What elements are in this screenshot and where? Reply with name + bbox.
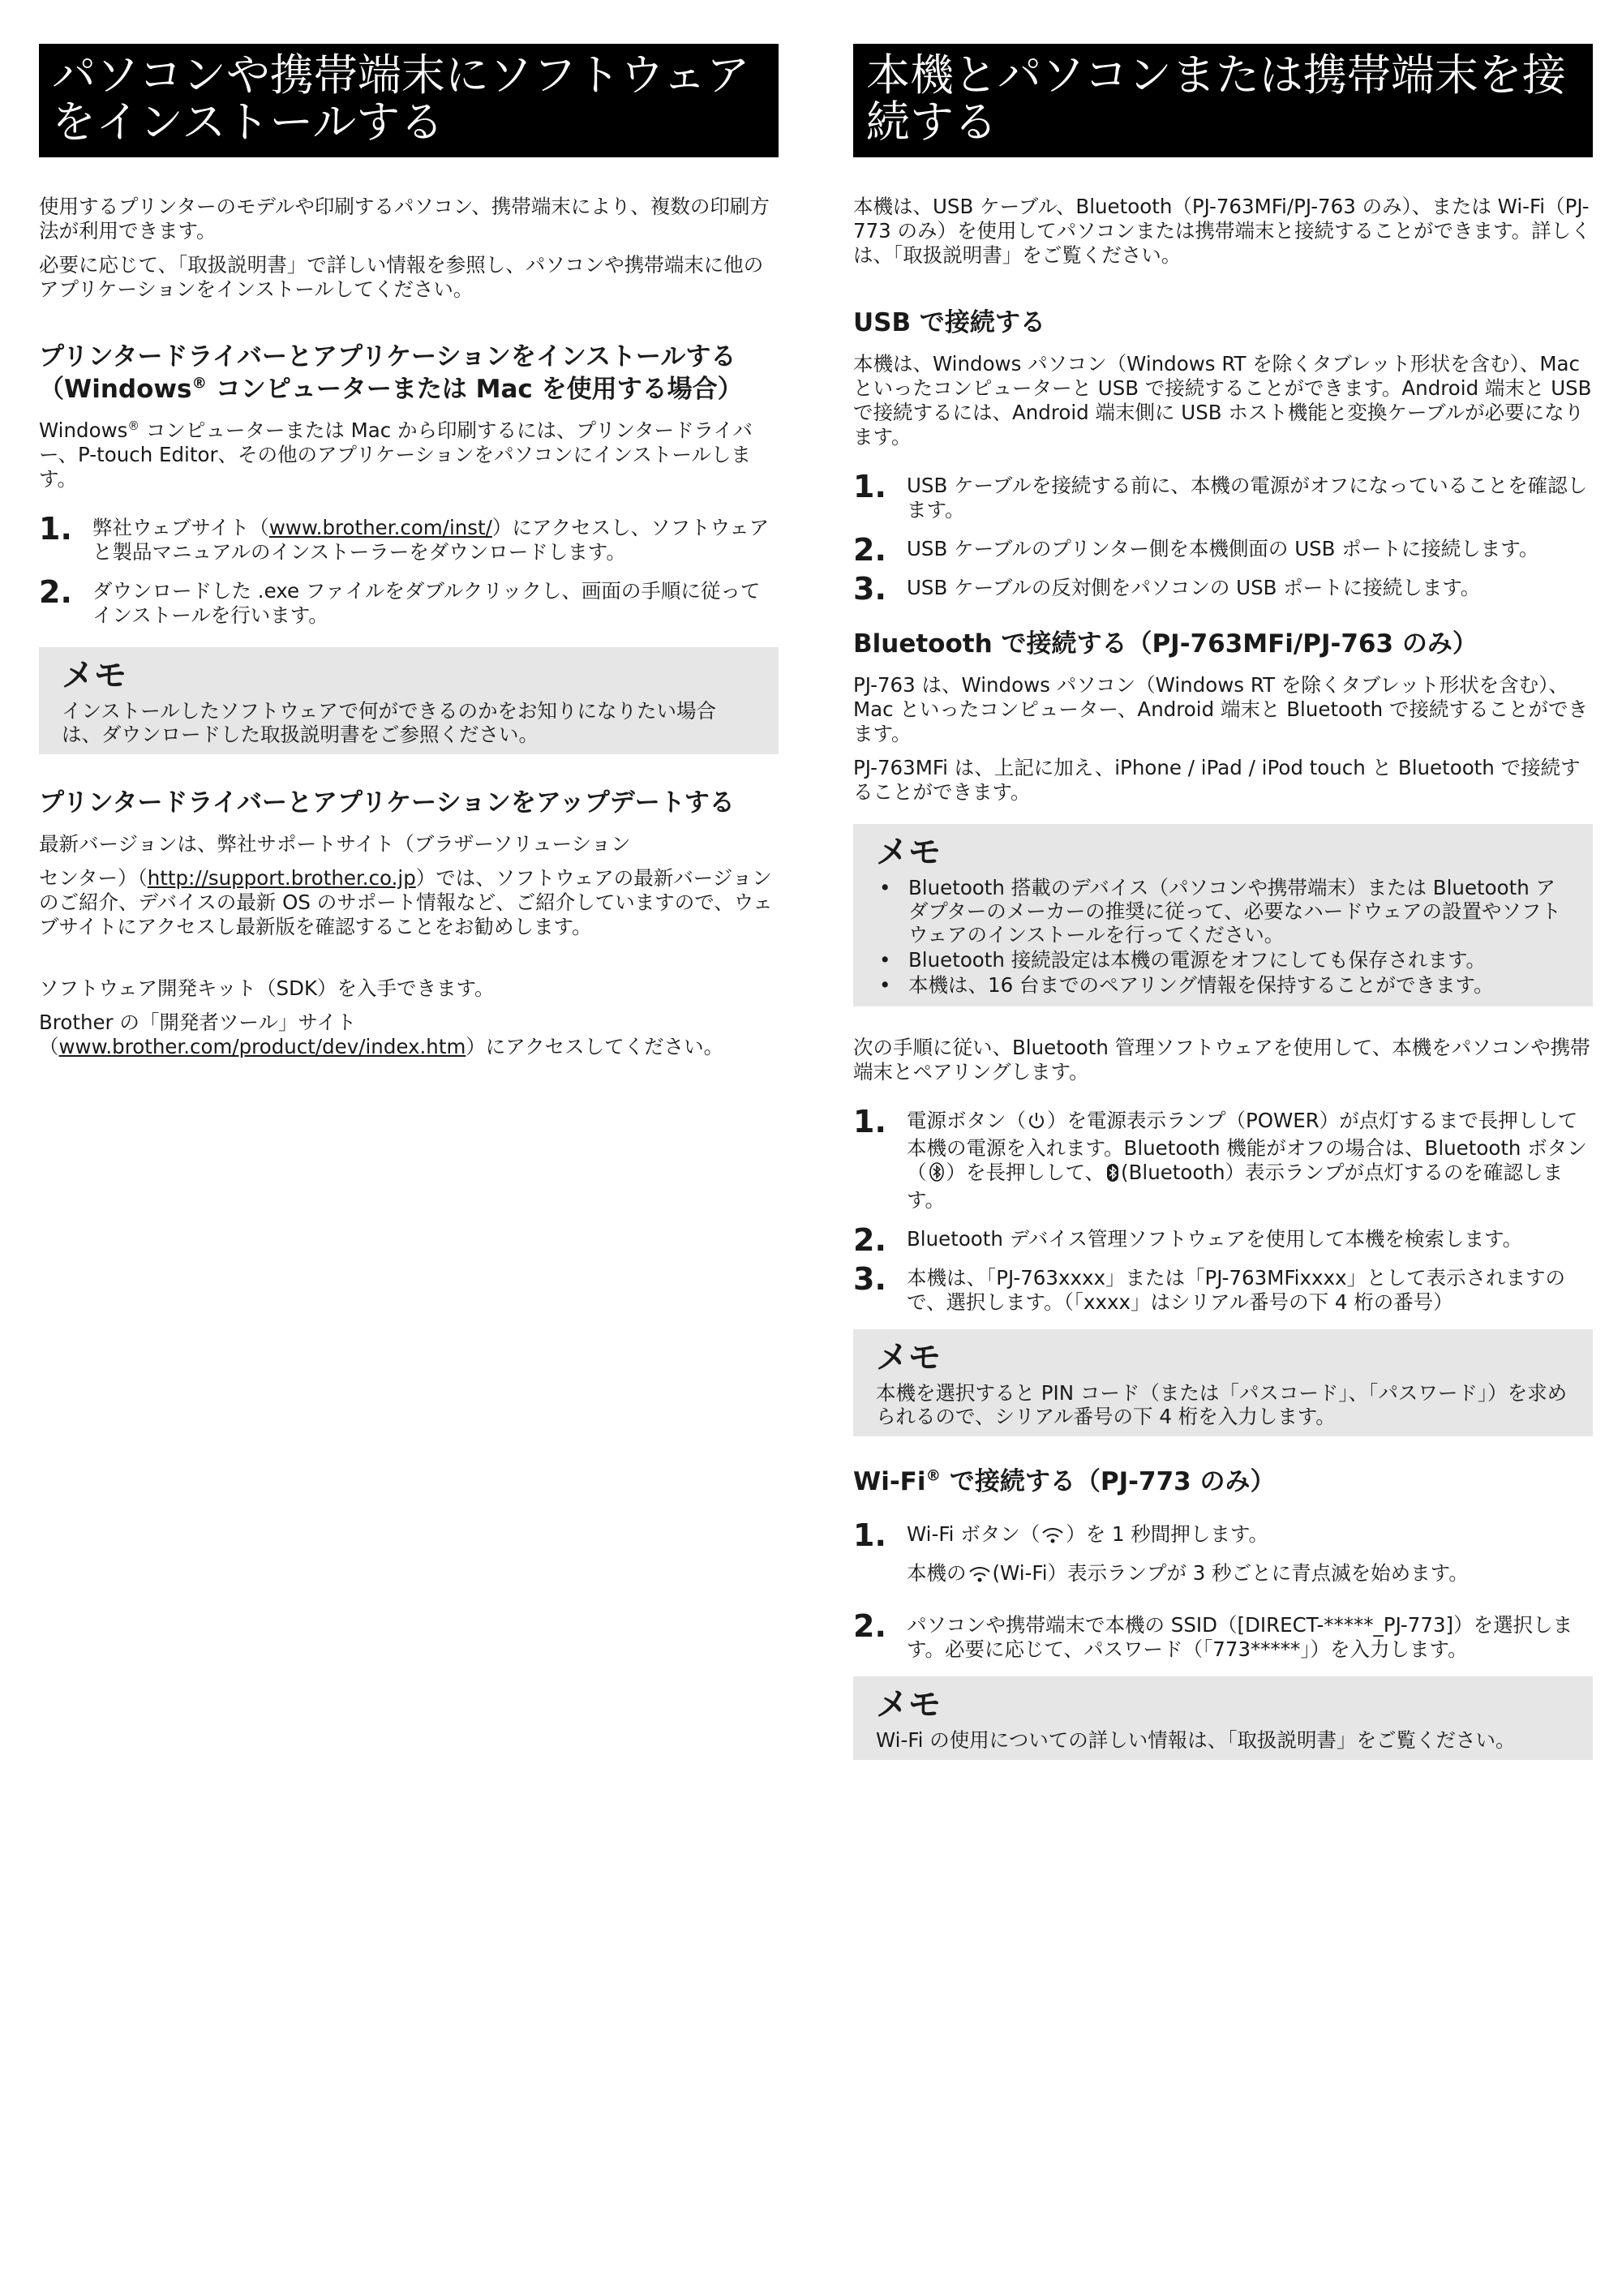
install-step-2: 2. ダウンロードした .exe ファイルをダブルクリックし、画面の手順に従ってインストールを行います。 bbox=[39, 574, 761, 627]
developer-site-link[interactable]: www.brother.com/product/dev/index.htm bbox=[58, 1035, 466, 1058]
update-paragraph-2: センター）（http://support.brother.co.jp）では、ソフトウェアの最新バージョンのご紹介、デバイスの最新 OS のサポート情報など、ご紹介していますので、ウェブサイトにアクセスし最新版を確認することをお勧めします。 bbox=[39, 866, 773, 938]
step-number: 2. bbox=[39, 574, 72, 610]
step-number: 1. bbox=[853, 1517, 886, 1553]
wifi-step-1: 1. Wi-Fi ボタン（ ）を 1 秒間押します。 本機の (Wi-Fi）表示ランプが 3 秒ごとに青点滅を始めます。 bbox=[853, 1522, 1593, 1589]
install-step-1: 1. 弊社ウェブサイト（www.brother.com/inst/）にアクセスし、ソフトウェアと製品マニュアルのインストーラーをダウンロードします。 bbox=[39, 511, 770, 564]
step-number: 3. bbox=[853, 571, 886, 607]
usb-steps bbox=[853, 469, 1593, 607]
usb-paragraph: 本機は、Windows パソコン（Windows RT を除くタブレット形状を含む）、Mac といったコンピューターと USB で接続することができます。Android 端末と USB で接続するには、Android 端末側に USB ホスト機能と変換ケーブルが必要になります。 bbox=[853, 352, 1592, 448]
memo-title: メモ bbox=[876, 1339, 941, 1376]
memo-list-item: • Bluetooth 接続設定は本機の電源をオフにしても保存されます。 bbox=[876, 948, 1570, 972]
wifi-step-1-note: 本機の (Wi-Fi）表示ランプが 3 秒ごとに青点滅を始めます。 bbox=[907, 1561, 1593, 1589]
memo-list bbox=[876, 876, 1570, 997]
right-column bbox=[853, 44, 1593, 1789]
update-heading: プリンタードライバーとアプリケーションをアップデートする bbox=[39, 788, 735, 818]
usb-step-3: 3. USB ケーブルの反対側をパソコンの USB ポートに接続します。 bbox=[853, 571, 1481, 607]
step-number: 1. bbox=[39, 511, 72, 547]
bluetooth-paragraph-1: PJ-763 は、Windows パソコン（Windows RT を除くタブレット形状を含む）、Mac といったコンピューター、Android 端末と Bluetooth で接続することができます。 bbox=[853, 673, 1588, 745]
memo-title: メモ bbox=[876, 1686, 941, 1723]
step-number: 2. bbox=[853, 1222, 886, 1258]
memo-list-item: • 本機は、16 台までのペアリング情報を保持することができます。 bbox=[876, 973, 1570, 997]
bluetooth-heading: Bluetooth で接続する（PJ-763MFi/PJ-763 のみ） bbox=[853, 629, 1478, 659]
wifi-icon bbox=[968, 1564, 991, 1589]
brother-inst-link[interactable]: www.brother.com/inst/ bbox=[268, 516, 492, 539]
memo-box-pin bbox=[853, 1329, 1593, 1436]
usb-heading: USB で接続する bbox=[853, 308, 1045, 337]
left-column bbox=[39, 44, 779, 1069]
usb-step-1: 1. USB ケーブルを接続する前に、本機の電源がオフになっていることを確認します。 bbox=[853, 469, 1588, 521]
bluetooth-steps bbox=[853, 1104, 1593, 1315]
memo-title: メモ bbox=[876, 834, 941, 871]
bluetooth-icon bbox=[1106, 1163, 1119, 1188]
wifi-heading: Wi-Fi® で接続する（PJ-773 のみ） bbox=[853, 1467, 1276, 1496]
usb-step-2: 2. USB ケーブルのプリンター側を本機側面の USB ポートに接続します。 bbox=[853, 532, 1539, 568]
memo-body: 本機を選択すると PIN コード（または「パスコード」、「パスワード」）を求められるので、シリアル番号の下 4 桁を入力します。 bbox=[876, 1381, 1568, 1428]
support-site-link[interactable]: http://support.brother.co.jp bbox=[147, 866, 416, 890]
memo-box-wifi bbox=[853, 1676, 1593, 1760]
left-intro-2: 必要に応じて、「取扱説明書」で詳しい情報を参照し、パソコンや携帯端末に他のアプリケーションをインストールしてください。 bbox=[39, 253, 764, 301]
bluetooth-paragraph-3: 次の手順に従い、Bluetooth 管理ソフトウェアを使用して、本機をパソコンや携帯端末とペアリングします。 bbox=[853, 1036, 1590, 1084]
bluetooth-step-3: 3. 本機は、「PJ-763xxxx」または「PJ-763MFixxxx」として表示されますので、選択します。（「xxxx」はシリアル番号の下 4 桁の番号） bbox=[853, 1261, 1565, 1314]
step-number: 1. bbox=[853, 469, 886, 504]
wifi-icon bbox=[1041, 1526, 1064, 1550]
install-paragraph: Windows® コンピューターまたは Mac から印刷するには、プリンタードライバー、P-touch Editor、その他のアプリケーションをパソコンにインストールします。 bbox=[39, 418, 753, 491]
memo-box-install bbox=[39, 647, 779, 754]
wifi-steps bbox=[853, 1517, 1593, 1662]
memo-list-item: • Bluetooth 搭載のデバイス（パソコンや携帯端末）または Bluetooth アダプターのメーカーの推奨に従って、必要なハードウェアの設置やソフトウェアのインストールを行ってください。 bbox=[876, 876, 1570, 946]
memo-body: Wi-Fi の使用についての詳しい情報は、「取扱説明書」をご覧ください。 bbox=[876, 1728, 1516, 1752]
sdk-paragraph: ソフトウェア開発キット（SDK）を入手できます。 bbox=[39, 976, 495, 1000]
install-steps bbox=[39, 511, 779, 628]
install-heading: プリンタードライバーとアプリケーションをインストールする（Windows® コンピューターまたは Mac を使用する場合） bbox=[39, 342, 743, 404]
step-number: 1. bbox=[853, 1104, 886, 1139]
step-number: 2. bbox=[853, 1608, 886, 1644]
bluetooth-step-2: 2. Bluetooth デバイス管理ソフトウェアを使用して本機を検索します。 bbox=[853, 1222, 1523, 1258]
bluetooth-paragraph-2: PJ-763MFi は、上記に加え、iPhone / iPad / iPod touch と Bluetooth で接続することができます。 bbox=[853, 756, 1581, 804]
power-icon bbox=[1028, 1111, 1045, 1136]
step-number: 3. bbox=[853, 1261, 886, 1297]
right-intro: 本機は、USB ケーブル、Bluetooth（PJ-763MFi/PJ-763 のみ）、または Wi-Fi（PJ-773 のみ）を使用してパソコンまたは携帯端末と接続することができます。詳しくは、「取扱説明書」をご覧ください。 bbox=[853, 195, 1591, 267]
bluetooth-icon bbox=[929, 1161, 945, 1188]
developer-paragraph: Brother の「開発者ツール」サイト （www.brother.com/product/dev/index.htm）にアクセスしてください。 bbox=[39, 1011, 724, 1058]
step-number: 2. bbox=[853, 532, 886, 568]
memo-title: メモ bbox=[62, 657, 127, 694]
left-intro-1: 使用するプリンターのモデルや印刷するパソコン、携帯端末により、複数の印刷方法が利用できます。 bbox=[39, 195, 770, 242]
memo-box-bluetooth bbox=[853, 824, 1593, 1006]
update-paragraph-1: 最新バージョンは、弊社サポートサイト（ブラザーソリューション bbox=[39, 832, 631, 856]
bluetooth-step-1: 1. 電源ボタン（ ）を電源表示ランプ（POWER）が点灯するまで長押しして本機の電源を入れます。Bluetooth 機能がオフの場合は、Bluetooth ボタン（ ）を長押しして、 (Bluetooth）表示ランプが点灯するのを確認します。 bbox=[853, 1104, 1587, 1212]
memo-body: インストールしたソフトウェアで何ができるのかをお知りになりたい場合は、ダウンロードした取扱説明書をご参照ください。 bbox=[62, 699, 717, 746]
left-banner-title: パソコンや携帯端末にソフトウェアをインストールする bbox=[39, 44, 779, 157]
wifi-step-2: 2. パソコンや携帯端末で本機の SSID（[DIRECT-*****_PJ-773]）を選択します。必要に応じて、パスワード（「773*****」）を入力します。 bbox=[853, 1608, 1573, 1661]
right-banner-title: 本機とパソコンまたは携帯端末を接続する bbox=[853, 44, 1593, 157]
